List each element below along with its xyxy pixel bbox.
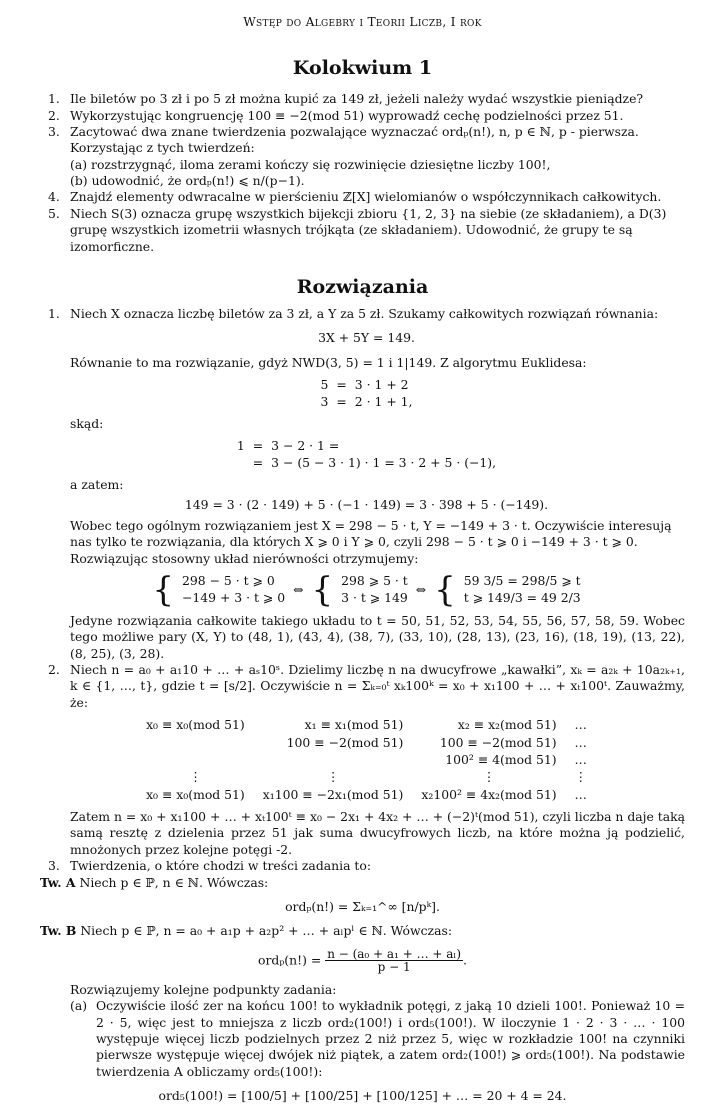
congruence-table: x₀ ≡ x₀(mod 51) x₁ ≡ x₁(mod 51) x₂ ≡ x₂(mod 51) … 100 ≡ −2(mod 51) 100 ≡ −2(mod 51) … 100² ≡ 4(mod 51) … ⋮ ⋮ ⋮ ⋮ x₀ ≡ x₀(mod 51) x₁100 ≡ −2x₁(mod 51) x₂100² ≡ 4x₂(mod 51) …: [146, 717, 587, 802]
title-rozwiazania: Rozwiązania: [296, 275, 429, 298]
sol3a: (a) Oczywiście ilość zer na końcu 100! to wykładnik potęgi, z jaką 10 dzieli 100!. Ponieważ 10 = 2 · 5, więc jest to mniejsza z liczb ord₂(100!) i ord₅(100!). W iloczynie 1 · 2 · 3 · … · 100 występuje więcej liczb podzielnych przez 2 niż przez 5, więc w rozkładzie 100! na czynniki pierwsze występuje więcej dwójek niż piątek, a zatem ord₂(100!) ⩾ ord₅(100!). Na podstawie twierdzenia A obliczamy ord₅(100!):: [70, 998, 685, 1079]
sol1-gcd: Równanie to ma rozwiązanie, gdyż NWD(3, 5) = 1 i 1|149. Z algorytmu Euklidesa:: [70, 354, 587, 370]
theorem-b: Tw. B Niech p ∈ ℙ, n = a₀ + a₁p + a₂p² + … + aₗpˡ ∈ ℕ. Wówczas:: [40, 923, 453, 939]
theorem-b-formula: ordₚ(n!) = $\frac{\text{n − (a₀ + a₁ + … + aₗ)}}{p - 1}$ .: [258, 946, 467, 975]
theorem-a-formula: ordₚ(n!) = Σₖ₌₁^∞ [n/pᵏ].: [285, 898, 440, 914]
theorem-a: Tw. A Niech p ∈ ℙ, n ∈ ℕ. Wówczas:: [40, 874, 269, 890]
sol1-final: Jedyne rozwiązania całkowite takiego układu to t = 50, 51, 52, 53, 54, 55, 56, 57, 58, 59. Wobec tego możliwe pary (X, Y) to (48, 1), (43, 4), (38, 7), (33, 10), (28, 13), (23, 16), (18, 19), (13, 22), (8, 25), (3, 28).: [70, 612, 685, 661]
sol1-intro: 1. Niech X oznacza liczbę biletów za 3 zł, a Y za 5 zł. Szukamy całkowitych rozwiązań równania:: [48, 306, 659, 321]
sol2-intro: 2. Niech n = a₀ + a₁10 + … + aₛ10ˢ. Dzielimy liczbę n na dwucyfrowe „kawałki”, xₖ = a₂ₖ + 10a₂ₖ₊₁, k ∈ {1, …, t}, gdzie t = [s/2]. Oczywiście n = Σₖ₌₀ᵗ xₖ100ᵏ = x₀ + x₁100 + … + xₜ100ᵗ. Zauważmy, że:: [48, 662, 685, 710]
solution-1: [40, 306, 685, 662]
back-substitution: 1 = 3 − 2 · 1 = = 3 − (5 − 3 · 1) · 1 = 3 · 2 + 5 · (−1),: [236, 438, 497, 470]
title-kolokwium: Kolokwium 1: [292, 57, 433, 80]
problem-list: [40, 91, 685, 255]
sol3-solve: Rozwiązujemy kolejne podpunkty zadania:: [70, 981, 337, 997]
running-head: Wstęp do Algebry i Teorii Liczb, I rok: [243, 15, 482, 29]
solution-3: [40, 858, 685, 1104]
sol3a-formula: ord₅(100!) = [100/5] + [100/25] + [100/125] + … = 20 + 4 = 24.: [158, 1088, 567, 1104]
sol1-eq149: 149 = 3 · (2 · 149) + 5 · (−1 · 149) = 3 · 398 + 5 · (−149).: [184, 497, 549, 513]
problem-3a: (a) rozstrzygnąć, iloma zerami kończy się rozwinięcie dziesiętne liczby 100!,: [70, 156, 551, 172]
sol1-zatem: a zatem:: [70, 477, 124, 492]
sol1-general: Wobec tego ogólnym rozwiązaniem jest X = 298 − 5 · t, Y = −149 + 3 · t. Oczywiście interesują nas tylko te rozwiązania, dla których X ⩾ 0 i Y ⩾ 0, czyli 298 − 5 · t ⩾ 0 i −149 + 3 · t ⩾ 0. Rozwiązując stosowny układ nierówności otrzymujemy:: [70, 517, 672, 566]
problem-3: 3. Zacytować dwa znane twierdzenia pozwalające wyznaczać ordₚ(n!), n, p ∈ ℕ, p - pierwsza. Korzystając z tych twierdzeń:: [48, 123, 639, 156]
sol1-skad: skąd:: [70, 415, 104, 431]
problem-5: 5. Niech S(3) oznacza grupę wszystkich bijekcji zbioru {1, 2, 3} na siebie (ze składaniem), a D(3) grupę wszystkich izometrii własnych trójkąta (ze składaniem). Udowodnić, że grupy te są izomorficzne.: [48, 205, 667, 254]
problem-3b: (b) udowodnić, że ordₚ(n!) ⩽ n/(p−1).: [70, 173, 305, 189]
problem-1: 1. Ile biletów po 3 zł i po 5 zł można kupić za 149 zł, jeżeli należy wydać wszystkie pieniądze?: [48, 91, 644, 107]
problem-2: 2. Wykorzystując kongruencję 100 ≡ −2(mod 51) wyprowadź cechę podzielności przez 51.: [48, 107, 624, 123]
sol1-equation: 3X + 5Y = 149.: [318, 330, 415, 346]
problem-4: 4. Znajdź elementy odwracalne w pierścieniu ℤ[X] wielomianów o współczynnikach całkowitych.: [48, 189, 662, 205]
inequality-system: { 298 − 5 · t ⩾ 0 −149 + 3 · t ⩾ 0 ⇔ { 298 ⩾ 5 · t 3 · t ⩾ 149 ⇔ { 59 3/5 = 298/5 ⩾ t t ⩾ 149/3 = 49 2/3: [152, 569, 581, 610]
euclid-steps: 5 = 3 · 1 + 2 3 = 2 · 1 + 1,: [320, 377, 413, 409]
page: [40, 0, 685, 1104]
sol3-intro: 3. Twierdzenia, o które chodzi w treści zadania to:: [48, 858, 372, 874]
sol2-conclusion: Zatem n = x₀ + x₁100 + … + xₜ100ᵗ ≡ x₀ − 2x₁ + 4x₂ + … + (−2)ᵗ(mod 51), czyli liczba n daje taką samą resztę z dzielenia przez 51 jak suma dwucyfrowych liczb, na które można ją podzielić, mnożonych przez kolejne potęgi -2.: [70, 809, 686, 857]
solution-2: [40, 662, 685, 858]
